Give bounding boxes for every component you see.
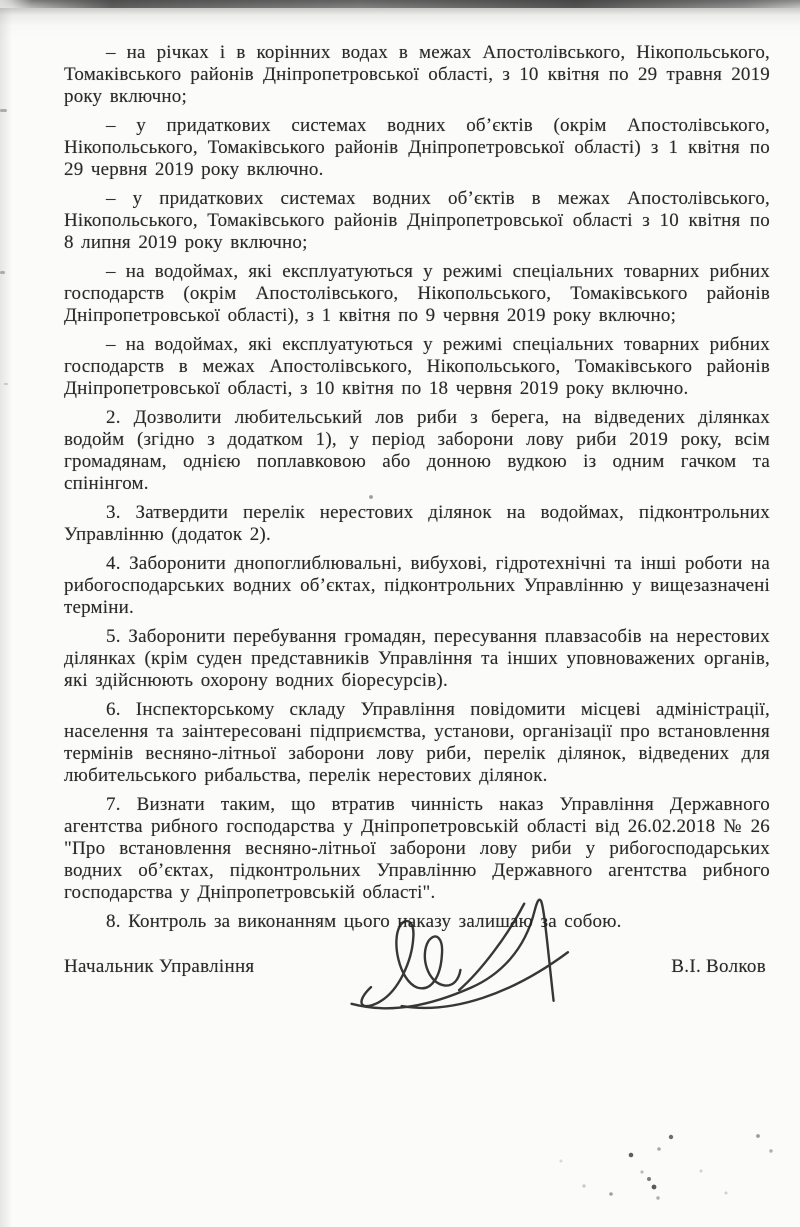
order-item-8: 8. Контроль за виконанням цього наказу залишаю за собою.	[106, 911, 622, 932]
scan-artifact-dash	[0, 109, 7, 112]
order-item-3: 3. Затвердити перелік нерестових ділянок на водоймах, підконтрольних Управлінню (додаток 2).	[64, 502, 770, 545]
signer-name: В.І. Волков	[671, 956, 766, 977]
order-item-2: 2. Дозволити любительський лов риби з берега, на відведених ділянках водойм (згідно з додатком 1), у період заборони лову риби 2019 року, всім громадянам, однією поплавковою або донною вудкою із одним гачком та спінінгом.	[64, 407, 770, 494]
order-item-5: 5. Заборонити перебування громадян, пересування плавзасобів на нерестових ділянках (крім суден представників Управління та інших уповноважених органів, які здійснюють охорону водних біоресурсів).	[64, 626, 770, 691]
order-clause-adjunct-systems-within: – у придаткових системах водних об’єктів в межах Апостолівського, Нікопольського, Томаківського районів Дніпропетровської області з 10 квітня по 8 липня 2019 року включно;	[64, 188, 770, 253]
signature-image	[338, 888, 582, 1026]
scan-speckles	[0, 0, 2, 2]
order-item-6: 6. Інспекторському складу Управління повідомити місцеві адміністрації, населення та заінтересовані підприємства, установи, організації про встановлення термінів весняно-літньої заборони лову риби, перелік ділянок, відведених для любительського рибальства, перелік нерестових ділянок.	[64, 699, 770, 786]
scan-artifact-dash	[0, 271, 5, 274]
order-clause-fish-farms-except: – на водоймах, які експлуатуються у режимі спеціальних товарних рибних господарств (окрім Апостолівського, Нікопольського, Томаківського районів Дніпропетровської області), з 1 квітня по 9 червня 2019 року включно;	[64, 261, 770, 326]
scan-artifact-dash	[4, 383, 8, 385]
signer-position: Начальник Управління	[64, 956, 255, 977]
order-item-7: 7. Визнати таким, що втратив чинність наказ Управління Державного агентства рибного господарства у Дніпропетровській області від 26.02.2018 № 26 "Про встановлення весняно-літньої заборони лову риби у рибогосподарських водних об’єктах, підконтрольних Управлінню Державного агентства рибного господарства у Дніпропетровській області".	[64, 794, 770, 903]
scan-edge-streak	[0, 0, 800, 8]
scan-edge-shadow	[0, 0, 800, 42]
order-clause-adjunct-systems-except: – у придаткових системах водних об’єктів (окрім Апостолівського, Нікопольського, Томаківського районів Дніпропетровської області) з 1 квітня по 29 червня 2019 року включно.	[64, 115, 770, 180]
order-clause-fish-farms-within: – на водоймах, які експлуатуються у режимі спеціальних товарних рибних господарств в межах Апостолівського, Нікопольського, Томаківського районів Дніпропетровської області, з 10 квітня по 18 червня 2019 року включно.	[64, 334, 770, 399]
order-clause-rivers: – на річках і в корінних водах в межах Апостолівського, Нікопольського, Томаківського районів Дніпропетровської області, з 10 квітня по 29 травня 2019 року включно;	[64, 42, 770, 107]
order-item-4: 4. Заборонити днопоглиблювальні, вибухові, гідротехнічні та інші роботи на рибогосподарських водних об’єктах, підконтрольних Управлінню у вищезазначені терміни.	[64, 553, 770, 618]
order-body	[64, 42, 770, 940]
scan-left-edge	[0, 0, 12, 1227]
